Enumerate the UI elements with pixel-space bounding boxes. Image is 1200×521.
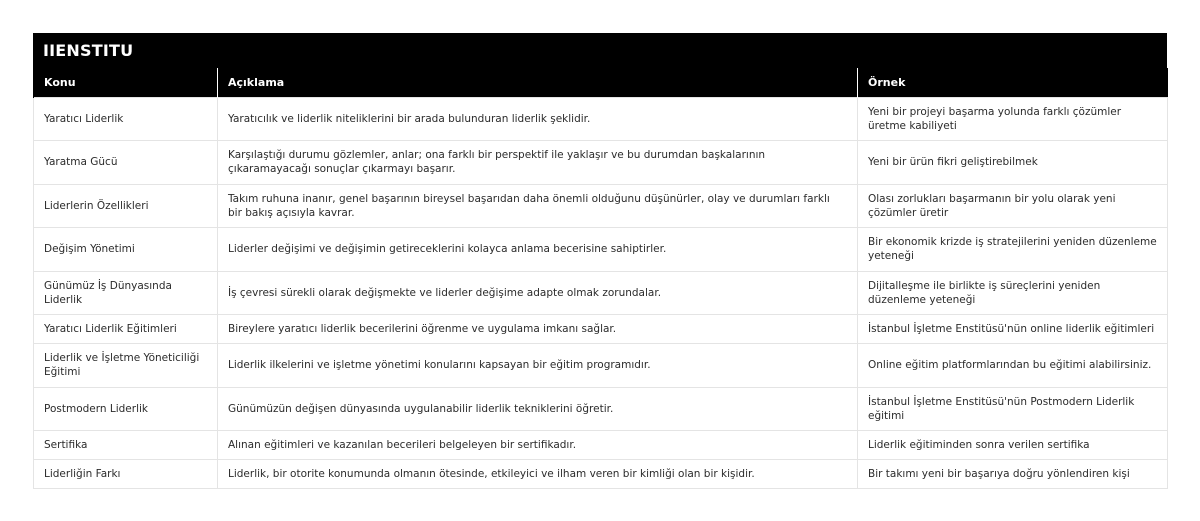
cell-konu: Yaratma Gücü xyxy=(34,141,218,185)
cell-ornek: Bir ekonomik krizde iş stratejilerini yeniden düzenleme yeteneği xyxy=(858,228,1168,272)
cell-aciklama: İş çevresi sürekli olarak değişmekte ve liderler değişime adapte olmak zorundalar. xyxy=(218,271,858,315)
header-ornek: Örnek xyxy=(858,68,1168,97)
header-konu: Konu xyxy=(34,68,218,97)
cell-ornek: İstanbul İşletme Enstitüsü'nün online liderlik eğitimleri xyxy=(858,315,1168,344)
cell-konu: Liderlerin Özellikleri xyxy=(34,184,218,228)
cell-konu: Yaratıcı Liderlik Eğitimleri xyxy=(34,315,218,344)
table-row xyxy=(34,184,1168,228)
table-row xyxy=(34,387,1168,431)
cell-ornek: Dijitalleşme ile birlikte iş süreçlerini yeniden düzenleme yeteneği xyxy=(858,271,1168,315)
cell-aciklama: Günümüzün değişen dünyasında uygulanabilir liderlik tekniklerini öğretir. xyxy=(218,387,858,431)
cell-aciklama: Liderlik ilkelerini ve işletme yönetimi konularını kapsayan bir eğitim programıdır. xyxy=(218,344,858,388)
cell-ornek: Liderlik eğitiminden sonra verilen sertifika xyxy=(858,431,1168,460)
cell-ornek: İstanbul İşletme Enstitüsü'nün Postmodern Liderlik eğitimi xyxy=(858,387,1168,431)
cell-aciklama: Alınan eğitimleri ve kazanılan becerileri belgeleyen bir sertifikadır. xyxy=(218,431,858,460)
table-row xyxy=(34,344,1168,388)
cell-konu: Liderliğin Farkı xyxy=(34,460,218,489)
cell-aciklama: Liderler değişimi ve değişimin getireceklerini kolayca anlama becerisine sahiptirler. xyxy=(218,228,858,272)
table-row xyxy=(34,271,1168,315)
table-row xyxy=(34,141,1168,185)
cell-konu: Günümüz İş Dünyasında Liderlik xyxy=(34,271,218,315)
cell-aciklama: Takım ruhuna inanır, genel başarının bireysel başarıdan daha önemli olduğunu düşünürler, olay ve durumları farklı bir bakış açısıyla kavrar. xyxy=(218,184,858,228)
cell-aciklama: Karşılaştığı durumu gözlemler, anlar; ona farklı bir perspektif ile yaklaşır ve bu durumdan başkalarının çıkaramayacağı sonuçlar çıkarmayı başarır. xyxy=(218,141,858,185)
data-table xyxy=(33,68,1168,489)
table-row xyxy=(34,431,1168,460)
table-header-row xyxy=(34,68,1168,97)
table-row xyxy=(34,228,1168,272)
cell-aciklama: Liderlik, bir otorite konumunda olmanın ötesinde, etkileyici ve ilham veren bir kimliği olan bir kişidir. xyxy=(218,460,858,489)
brand-logo: IIENSTITU xyxy=(33,33,1167,68)
content-table-container xyxy=(33,33,1167,489)
cell-konu: Sertifika xyxy=(34,431,218,460)
cell-konu: Yaratıcı Liderlik xyxy=(34,97,218,141)
cell-ornek: Bir takımı yeni bir başarıya doğru yönlendiren kişi xyxy=(858,460,1168,489)
cell-ornek: Online eğitim platformlarından bu eğitimi alabilirsiniz. xyxy=(858,344,1168,388)
table-row xyxy=(34,315,1168,344)
cell-ornek: Yeni bir projeyi başarma yolunda farklı çözümler üretme kabiliyeti xyxy=(858,97,1168,141)
cell-aciklama: Bireylere yaratıcı liderlik becerilerini öğrenme ve uygulama imkanı sağlar. xyxy=(218,315,858,344)
cell-konu: Postmodern Liderlik xyxy=(34,387,218,431)
cell-ornek: Olası zorlukları başarmanın bir yolu olarak yeni çözümler üretir xyxy=(858,184,1168,228)
table-row xyxy=(34,97,1168,141)
header-aciklama: Açıklama xyxy=(218,68,858,97)
cell-konu: Liderlik ve İşletme Yöneticiliği Eğitimi xyxy=(34,344,218,388)
cell-aciklama: Yaratıcılık ve liderlik niteliklerini bir arada bulunduran liderlik şeklidir. xyxy=(218,97,858,141)
cell-ornek: Yeni bir ürün fikri geliştirebilmek xyxy=(858,141,1168,185)
table-row xyxy=(34,460,1168,489)
cell-konu: Değişim Yönetimi xyxy=(34,228,218,272)
